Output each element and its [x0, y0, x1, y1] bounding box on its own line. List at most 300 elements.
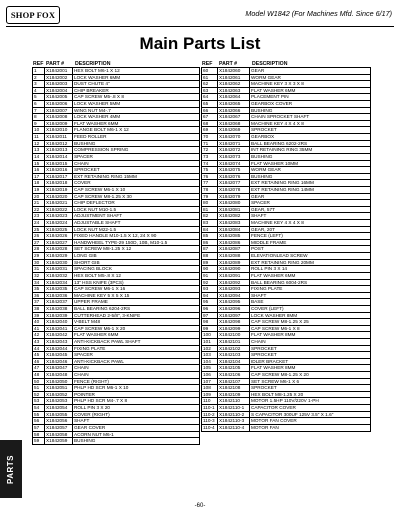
ref-cell: 84 — [202, 227, 218, 233]
description-cell: POINTER — [74, 391, 95, 397]
description-cell: ADJUSTMENT SHAFT — [74, 213, 123, 219]
description-cell: FEED ROLLER — [74, 134, 107, 140]
table-row — [202, 220, 370, 227]
description-cell: SHAFT — [74, 418, 90, 424]
part-number-cell: X1842055 — [45, 412, 73, 418]
ref-cell: 74 — [202, 161, 218, 167]
description-cell: HEX BOLT M5-.8 X 12 — [74, 272, 121, 278]
part-number-cell: X1842003 — [45, 81, 73, 87]
table-row — [202, 147, 370, 154]
ref-cell: 67 — [202, 114, 218, 120]
table-row — [202, 339, 370, 346]
description-cell: LOCK WASHER 6MM — [74, 74, 121, 80]
part-number-cell: X1842107 — [218, 379, 250, 385]
description-cell: BUSHING — [74, 140, 96, 146]
ref-cell: 89 — [202, 260, 218, 266]
part-number-cell: X1842036 — [45, 293, 73, 299]
part-number-cell: X1842104 — [218, 359, 250, 365]
description-cell: MIDDLE FRAME — [251, 239, 287, 245]
ref-cell: 4 — [33, 88, 45, 94]
ref-cell: 41 — [33, 326, 45, 332]
part-number-cell: X1842007 — [45, 108, 73, 114]
description-cell: EXT RETAINING RING 14MM — [251, 186, 314, 192]
table-row — [33, 167, 199, 174]
part-number-cell: X1842078 — [218, 187, 250, 193]
description-cell: FLAT WASHER 10MM — [251, 160, 299, 166]
ref-cell: 11 — [33, 134, 45, 140]
part-number-cell: X1842032 — [45, 273, 73, 279]
ref-cell: 27 — [33, 240, 45, 246]
ref-cell: 48 — [33, 372, 45, 378]
table-row — [33, 246, 199, 253]
table-row — [33, 306, 199, 313]
table-row — [33, 438, 199, 445]
ref-cell: 73 — [202, 154, 218, 160]
table-row — [202, 293, 370, 300]
table-row — [33, 286, 199, 293]
ref-cell: 50 — [33, 379, 45, 385]
part-number-cell: X1842106 — [218, 372, 250, 378]
description-cell: UPPER FRAME — [74, 299, 108, 305]
table-row — [202, 187, 370, 194]
model-info: Model W1842 (For Machines Mfd. Since 6/17) — [245, 9, 392, 18]
table-header — [201, 57, 369, 67]
ref-cell: 102 — [202, 346, 218, 352]
part-number-cell: X1842071 — [218, 141, 250, 147]
part-number-cell: X1842016 — [45, 167, 73, 173]
ref-cell: 22 — [33, 207, 45, 213]
table-row — [202, 154, 370, 161]
table-row — [202, 227, 370, 234]
col-desc-header: DESCRIPTION — [252, 61, 288, 67]
table-row — [33, 398, 199, 405]
part-number-cell: X1842051 — [45, 385, 73, 391]
table-row — [202, 207, 370, 214]
description-cell: ANTI-KICKBACK PAWL SHAFT — [74, 338, 141, 344]
part-number-cell: X1842064 — [218, 94, 250, 100]
part-number-cell: X1842042 — [45, 332, 73, 338]
description-cell: COMPRESSION SPRING — [74, 147, 129, 153]
table-row — [33, 233, 199, 240]
table-row — [202, 418, 370, 425]
table-row — [202, 108, 370, 115]
ref-cell: 16 — [33, 167, 45, 173]
ref-cell: 90 — [202, 266, 218, 272]
part-number-cell: X1842084 — [218, 227, 250, 233]
table-row — [202, 286, 370, 293]
ref-cell: 18 — [33, 180, 45, 186]
part-number-cell: X1842110-2 — [218, 412, 250, 418]
table-row — [33, 392, 199, 399]
description-cell: MOTOR FAN COVER — [251, 418, 297, 424]
part-number-cell: X1842044 — [45, 346, 73, 352]
ref-cell: 75 — [202, 167, 218, 173]
part-number-cell: X1842002 — [45, 75, 73, 81]
description-cell: EXT RETAINING RING 15MM — [74, 173, 137, 179]
description-cell: SPROCKET — [74, 167, 100, 173]
part-number-cell: X1842031 — [45, 266, 73, 272]
description-cell: CHAIN — [74, 365, 89, 371]
ref-cell: 99 — [202, 326, 218, 332]
ref-cell: 78 — [202, 187, 218, 193]
part-number-cell: X1842101 — [218, 339, 250, 345]
description-cell: BUSHING — [74, 438, 96, 444]
part-number-cell: X1842050 — [45, 379, 73, 385]
table-row — [202, 359, 370, 366]
description-cell: CAP SCREW M6-1 X 8 — [251, 325, 300, 331]
table-row — [33, 213, 199, 220]
table-row — [33, 141, 199, 148]
ref-cell: 70 — [202, 134, 218, 140]
description-cell: CHIP BREAKER — [74, 87, 109, 93]
ref-cell: 5 — [33, 94, 45, 100]
ref-cell: 95 — [202, 299, 218, 305]
description-cell: SPACING BLOCK — [74, 266, 112, 272]
ref-cell: 106 — [202, 372, 218, 378]
table-row — [33, 121, 199, 128]
ref-cell: 40 — [33, 319, 45, 325]
table-row — [33, 108, 199, 115]
table-row — [33, 220, 199, 227]
part-number-cell: X1842020 — [45, 194, 73, 200]
part-number-cell: X1842065 — [218, 101, 250, 107]
part-number-cell: X1842041 — [45, 326, 73, 332]
description-cell: BALL BEARING 6204-2RS — [74, 305, 131, 311]
description-cell: IDLER BRACKET — [251, 358, 289, 364]
ref-cell: 110-1 — [202, 405, 218, 411]
table-row — [202, 385, 370, 392]
part-number-cell: X1842110-1 — [218, 405, 250, 411]
part-number-cell: X1842048 — [45, 372, 73, 378]
table-row — [33, 154, 199, 161]
part-number-cell: X1842076 — [218, 174, 250, 180]
ref-cell: 24 — [33, 220, 45, 226]
table-row — [33, 147, 199, 154]
ref-cell: 23 — [33, 213, 45, 219]
table-row — [202, 299, 370, 306]
description-cell: SHORT GIB — [74, 259, 100, 265]
part-number-cell: X1842080 — [218, 200, 250, 206]
description-cell: DUST CHUTE 4" — [74, 81, 110, 87]
description-cell: FENCE (RIGHT) — [74, 378, 109, 384]
side-tab-label: PARTS — [6, 454, 16, 484]
ref-cell: 56 — [33, 418, 45, 424]
part-number-cell: X1842039 — [45, 313, 73, 319]
table-row — [33, 81, 199, 88]
ref-cell: 82 — [202, 213, 218, 219]
part-number-cell: X1842060 — [218, 68, 250, 74]
description-cell: S CAPACITOR 300UF 125V 3.5" X 1.6" — [251, 411, 334, 417]
table-row — [33, 365, 199, 372]
description-cell: CHAIN SPROCKET SHAFT — [251, 114, 310, 120]
description-cell: SHAFT — [251, 292, 267, 298]
ref-cell: 88 — [202, 253, 218, 259]
description-cell: HANDWHEEL TYPE-29 150D, 10B, M10-1.5 — [74, 239, 168, 245]
description-cell: CHAIN — [74, 160, 89, 166]
ref-cell: 61 — [202, 75, 218, 81]
table-row — [202, 114, 370, 121]
part-number-cell: X1842105 — [218, 365, 250, 371]
part-number-cell: X1842070 — [218, 134, 250, 140]
ref-cell: 97 — [202, 313, 218, 319]
table-row — [33, 75, 199, 82]
ref-cell: 10 — [33, 127, 45, 133]
ref-cell: 6 — [33, 101, 45, 107]
part-number-cell: X1842023 — [45, 213, 73, 219]
part-number-cell: X1842066 — [218, 108, 250, 114]
ref-cell: 2 — [33, 75, 45, 81]
description-cell: HEX BOLT M6-1 X 12 — [74, 68, 120, 73]
table-body — [201, 67, 371, 432]
description-cell: SET SCREW M6-1 X 6 — [251, 378, 300, 384]
table-row — [33, 339, 199, 346]
part-number-cell: X1842093 — [218, 286, 250, 292]
description-cell: FLAT WASHER 6MM — [74, 332, 119, 338]
ref-cell: 53 — [33, 398, 45, 404]
col-ref-header: REF — [33, 61, 44, 67]
part-number-cell: X1842110-3 — [218, 418, 250, 424]
description-cell: MOTOR FAN — [251, 424, 279, 430]
description-cell: SPACER — [74, 352, 93, 358]
part-number-cell: X1842009 — [45, 121, 73, 127]
table-row — [202, 306, 370, 313]
part-number-cell: X1842029 — [45, 253, 73, 259]
description-cell: CAP SCREW M8-1.25 X 30 — [74, 193, 132, 199]
part-number-cell: X1842046 — [45, 359, 73, 365]
part-number-cell: X1842019 — [45, 187, 73, 193]
part-number-cell: X1842024 — [45, 220, 73, 226]
ref-cell: 31 — [33, 266, 45, 272]
col-part-header: PART # — [219, 61, 238, 67]
description-cell: FIXING PLATE — [251, 286, 283, 292]
part-number-cell: X1842081 — [218, 207, 250, 213]
description-cell: LONG GIB — [74, 253, 97, 259]
part-number-cell: X1842047 — [45, 365, 73, 371]
table-row — [202, 240, 370, 247]
ref-cell: 26 — [33, 233, 45, 239]
part-number-cell: X1842053 — [45, 398, 73, 404]
ref-cell: 7 — [33, 108, 45, 114]
part-number-cell: X1842006 — [45, 101, 73, 107]
part-number-cell: X1842067 — [218, 114, 250, 120]
part-number-cell: X1842090 — [218, 266, 250, 272]
table-row — [33, 293, 199, 300]
ref-cell: 63 — [202, 88, 218, 94]
parts-table-right — [201, 57, 371, 432]
ref-cell: 36 — [33, 293, 45, 299]
table-row — [33, 418, 199, 425]
description-cell: CUTTERHEAD 2-5/8", 3-KNIFE — [74, 312, 141, 318]
ref-cell: 57 — [33, 425, 45, 431]
ref-cell: 104 — [202, 359, 218, 365]
table-row — [202, 326, 370, 333]
part-number-cell: X1842109 — [218, 392, 250, 398]
part-number-cell: X1842026 — [45, 233, 73, 239]
table-row — [33, 379, 199, 386]
table-row — [202, 392, 370, 399]
description-cell: BUSHING — [251, 173, 273, 179]
ref-cell: 85 — [202, 233, 218, 239]
part-number-cell: X1842012 — [45, 141, 73, 147]
description-cell: COVER (LEFT) — [251, 305, 284, 311]
col-part-header: PART # — [46, 61, 65, 67]
description-cell: BASE — [251, 299, 264, 305]
ref-cell: 32 — [33, 273, 45, 279]
part-number-cell: X1842045 — [45, 352, 73, 358]
table-row — [33, 359, 199, 366]
ref-cell: 100 — [202, 332, 218, 338]
table-row — [202, 127, 370, 134]
table-row — [202, 213, 370, 220]
part-number-cell: X1842062 — [218, 81, 250, 87]
description-cell: BALL BEARING 6202-2RS — [251, 140, 308, 146]
ref-cell: 108 — [202, 385, 218, 391]
part-number-cell: X1842085 — [218, 233, 250, 239]
part-number-cell: X1842079 — [218, 194, 250, 200]
ref-cell: 12 — [33, 141, 45, 147]
table-row — [202, 346, 370, 353]
description-cell: SHAFT — [251, 213, 267, 219]
table-row — [202, 134, 370, 141]
ref-cell: 110-2 — [202, 412, 218, 418]
part-number-cell: X1842095 — [218, 299, 250, 305]
page-title: Main Parts List — [139, 34, 261, 53]
table-row — [202, 246, 370, 253]
col-ref-header: REF — [202, 61, 213, 67]
description-cell: FLAT WASHER 8MM — [251, 332, 296, 338]
description-cell: SPROCKET — [251, 385, 277, 391]
ref-cell: 3 — [33, 81, 45, 87]
description-cell: BALL BEARING 6004-2RS — [251, 279, 308, 285]
part-number-cell: X1842056 — [45, 418, 73, 424]
description-cell: PHLP HD SCR M4-.7 X 8 — [74, 398, 128, 404]
table-header — [32, 57, 198, 67]
ref-cell: 59 — [33, 438, 45, 444]
description-cell: CAP SCREW M6-1 X 16 — [74, 286, 126, 292]
description-cell: CHAIN — [251, 338, 266, 344]
description-cell: MACHINE KEY 4 X 4 X 8 — [251, 120, 304, 126]
table-row — [202, 332, 370, 339]
description-cell: FIXED HANDLE M10-1.5 X 12, 24 X 90 — [74, 233, 157, 239]
description-cell: FLAT WASHER 8MM — [251, 365, 296, 371]
ref-cell: 29 — [33, 253, 45, 259]
description-cell: GEARBOX COVER — [251, 101, 293, 107]
description-cell: SET SCREW M8-1.25 X 12 — [74, 246, 132, 252]
part-number-cell: X1842022 — [45, 207, 73, 213]
ref-cell: 72 — [202, 147, 218, 153]
part-number-cell: X1842052 — [45, 392, 73, 398]
description-cell: FLANGE BOLT M6-1 X 12 — [74, 127, 129, 133]
table-row — [33, 240, 199, 247]
part-number-cell: X1842091 — [218, 273, 250, 279]
table-row — [33, 319, 199, 326]
table-row — [33, 114, 199, 121]
parts-table-left — [32, 57, 200, 445]
table-row — [202, 405, 370, 412]
ref-cell: 91 — [202, 273, 218, 279]
table-row — [33, 273, 199, 280]
table-row — [202, 280, 370, 287]
part-number-cell: X1842089 — [218, 260, 250, 266]
ref-cell: 103 — [202, 352, 218, 358]
description-cell: ELEVATIONLEAD SCREW — [251, 253, 308, 259]
part-number-cell: X1842074 — [218, 161, 250, 167]
page-header — [6, 6, 394, 28]
part-number-cell: X1842086 — [218, 240, 250, 246]
description-cell: FENCE (LEFT) — [251, 233, 283, 239]
table-row — [33, 280, 199, 287]
ref-cell: 101 — [202, 339, 218, 345]
table-row — [202, 313, 370, 320]
description-cell: ANTI-KICKBACK PAWL — [74, 358, 125, 364]
description-cell: LOCK WASHER 4MM — [74, 114, 121, 120]
ref-cell: 94 — [202, 293, 218, 299]
parts-section-tab — [0, 440, 22, 498]
part-number-cell: X1842030 — [45, 260, 73, 266]
description-cell: SPACER — [251, 200, 270, 206]
description-cell: CAPACITOR COVER — [251, 405, 296, 411]
table-row — [202, 200, 370, 207]
description-cell: INT RETAINING RING 35MM — [251, 147, 313, 153]
part-number-cell: X1842027 — [45, 240, 73, 246]
header-rule — [6, 26, 394, 27]
description-cell: SPROCKET — [251, 352, 277, 358]
part-number-cell: X1842043 — [45, 339, 73, 345]
table-row — [33, 161, 199, 168]
description-cell: SPACER — [74, 153, 93, 159]
part-number-cell: X1842075 — [218, 167, 250, 173]
part-number-cell: X1842069 — [218, 127, 250, 133]
ref-cell: 83 — [202, 220, 218, 226]
ref-cell: 20 — [33, 194, 45, 200]
table-row — [33, 346, 199, 353]
part-number-cell: X1842010 — [45, 127, 73, 133]
table-row — [202, 68, 370, 75]
part-number-cell: X1842097 — [218, 313, 250, 319]
table-row — [202, 372, 370, 379]
table-row — [33, 253, 199, 260]
part-number-cell: X1842061 — [218, 75, 250, 81]
ref-cell: 45 — [33, 352, 45, 358]
table-row — [202, 319, 370, 326]
description-cell: EXT RETAINING RING 16MM — [251, 180, 314, 186]
part-number-cell: X1842068 — [218, 121, 250, 127]
ref-cell: 44 — [33, 346, 45, 352]
table-row — [33, 372, 199, 379]
ref-cell: 60 — [202, 68, 218, 74]
ref-cell: 87 — [202, 246, 218, 252]
col-desc-header: DESCRIPTION — [75, 61, 111, 67]
table-row — [33, 425, 199, 432]
ref-cell: 98 — [202, 319, 218, 325]
table-row — [202, 365, 370, 372]
part-number-cell: X1842011 — [45, 134, 73, 140]
part-number-cell: X1842004 — [45, 88, 73, 94]
part-number-cell: X1842096 — [218, 306, 250, 312]
description-cell: EXT RETAINING RING 20MM — [251, 259, 314, 265]
ref-cell: 51 — [33, 385, 45, 391]
table-row — [202, 233, 370, 240]
ref-cell: 46 — [33, 359, 45, 365]
description-cell: ROLL PIN 3 X 14 — [251, 266, 288, 272]
ref-cell: 62 — [202, 81, 218, 87]
part-number-cell: X1842025 — [45, 227, 73, 233]
description-cell: ROLL PIN 3 X 20 — [74, 405, 111, 411]
description-cell: LOCK WASHER 5MM — [74, 101, 121, 107]
table-row — [202, 398, 370, 405]
table-row — [33, 101, 199, 108]
description-cell: COVER — [74, 180, 91, 186]
